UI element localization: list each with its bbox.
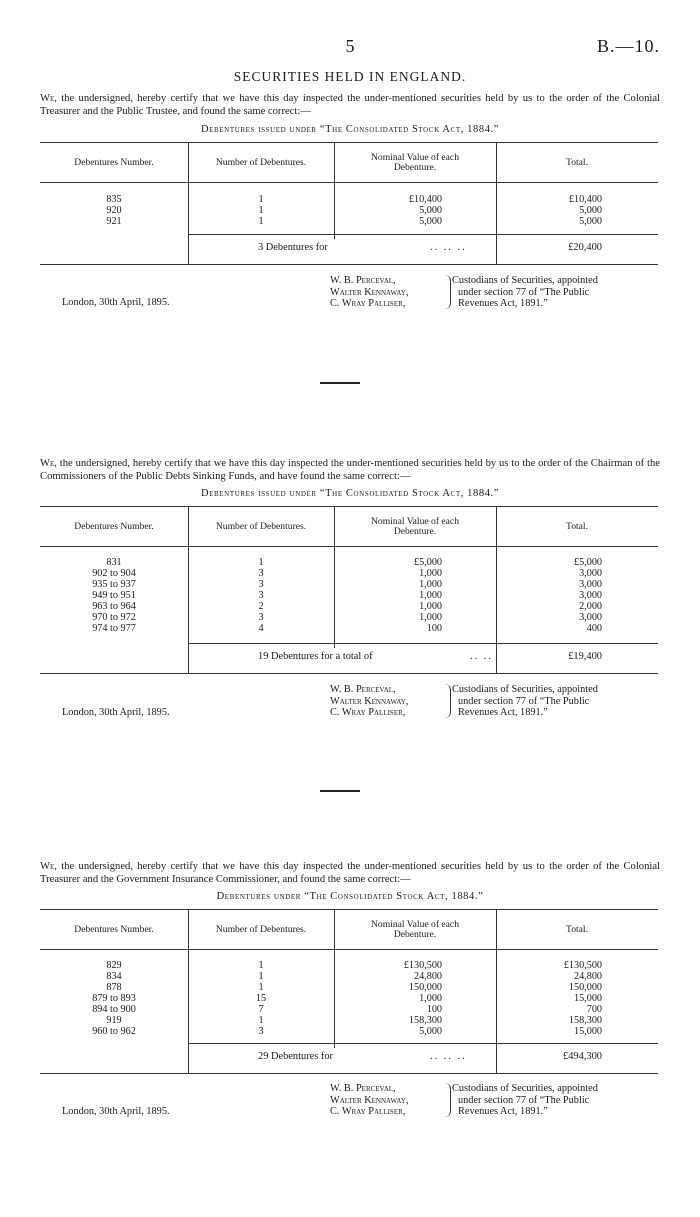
total-label: 29 Debentures for [258,1051,334,1062]
signatories: W. B. Perceval, Walter Kennaway, C. Wray Palliser, [330,1083,409,1117]
table-row: 921 1 5,000 5,000 [106,216,602,227]
date-line: London, 30th April, 1895. [62,707,170,718]
total-amount: £19,400 [568,651,602,662]
section-divider [320,382,360,384]
date-line: London, 30th April, 1895. [62,1106,170,1117]
custodians-note: Custodians of Securities, appointed under section 77 of “The Public Revenues Act, 1891.” [452,275,598,309]
table-row: 829 1 £130,500 £130,500 [106,960,602,971]
header-total: Total. [566,923,588,935]
table-row: 960 to 962 3 5,000 15,000 [92,1026,602,1037]
brace [442,275,451,309]
table-row: 949 to 951 3 1,000 3,000 [92,590,602,601]
table-row: 835 1 £10,400 £10,400 [106,194,602,205]
custodians-note: Custodians of Securities, appointed under section 77 of “The Public Revenues Act, 1891.” [452,684,598,718]
debentures-table [40,909,658,1074]
table-subtitle: Debentures under “The Consolidated Stock Act, 1884.” [216,891,484,902]
document-reference: B.—10. [596,36,660,56]
custodians-note: Custodians of Securities, appointed under section 77 of “The Public Revenues Act, 1891.” [452,1083,598,1117]
table-row: 920 1 5,000 5,000 [106,205,602,216]
signatories: W. B. Perceval, Walter Kennaway, C. Wray Palliser, [330,684,409,718]
certification-paragraph: We, the undersigned, hereby certify that we have this day inspected the under-mentioned securities held by us to the order of the Colonial Treasurer and the Government Insurance Commissioner, and found the same correct:— [40,861,660,885]
debentures-table [40,506,658,674]
table-subtitle: Debentures issued under “The Consolidated Stock Act, 1884.” [200,124,500,135]
table-header [40,910,658,950]
table-body [40,961,658,1038]
certification-paragraph: We, the undersigned, hereby certify that we have this day inspected the under-mentioned securities held by us to the order of the Chairman of the Commissioners of the Public Debts Sinking Funds, and have found the same correct:— [40,458,660,482]
header-number-of-debentures: Number of Debentures. [215,520,307,532]
total-row [40,1043,658,1068]
section-divider [320,790,360,792]
header-total: Total. [566,156,588,168]
table-row: 963 to 964 2 1,000 2,000 [92,601,602,612]
page-heading: SECURITIES HELD IN ENGLAND. [233,69,467,84]
leader-dots: .. .. .. [430,1051,467,1062]
table-row: 894 to 900 7 100 700 [92,1004,602,1015]
total-label: 19 Debentures for a total of [258,651,373,662]
table-row: 878 1 150,000 150,000 [106,982,602,993]
table-row: 831 1 £5,000 £5,000 [106,557,602,568]
leader-dots: .. .. [470,651,493,662]
leader-dots: .. .. .. [430,242,467,253]
table-body [40,558,658,635]
debentures-table [40,142,658,265]
header-total: Total. [566,520,588,532]
table-body [40,195,658,228]
table-row: 935 to 937 3 1,000 3,000 [92,579,602,590]
total-amount: £494,300 [563,1051,602,1062]
header-nominal-value: Nominal Value of each Debenture. [370,918,459,940]
brace [442,1083,451,1117]
total-row [40,234,658,259]
header-number-of-debentures: Number of Debentures. [215,156,307,168]
total-amount: £20,400 [568,242,602,253]
certification-paragraph: We, the undersigned, hereby certify that we have this day inspected the under-mentioned securities held by us to the order of the Colonial Treasurer and the Public Trustee, and found the same correct:— [40,93,660,117]
table-subtitle: Debentures issued under “The Consolidated Stock Act, 1884.” [200,488,500,499]
header-debentures-number: Debentures Number. [74,520,154,532]
header-debentures-number: Debentures Number. [74,156,154,168]
table-row: 970 to 972 3 1,000 3,000 [92,612,602,623]
table-row: 834 1 24,800 24,800 [106,971,602,982]
header-nominal-value: Nominal Value of each Debenture. [370,515,459,537]
total-label: 3 Debentures for [258,242,328,253]
total-row [40,643,658,668]
table-header [40,507,658,547]
table-row: 919 1 158,300 158,300 [106,1015,602,1026]
date-line: London, 30th April, 1895. [62,297,170,308]
table-row: 879 to 893 15 1,000 15,000 [92,993,602,1004]
signatories: W. B. Perceval, Walter Kennaway, C. Wray Palliser, [330,275,409,309]
brace [442,684,451,718]
header-nominal-value: Nominal Value of each Debenture. [370,151,459,173]
table-header [40,143,658,183]
table-row: 902 to 904 3 1,000 3,000 [92,568,602,579]
header-debentures-number: Debentures Number. [74,923,154,935]
table-row: 974 to 977 4 100 400 [92,623,602,634]
page-number: 5 [345,36,355,56]
header-number-of-debentures: Number of Debentures. [215,923,307,935]
